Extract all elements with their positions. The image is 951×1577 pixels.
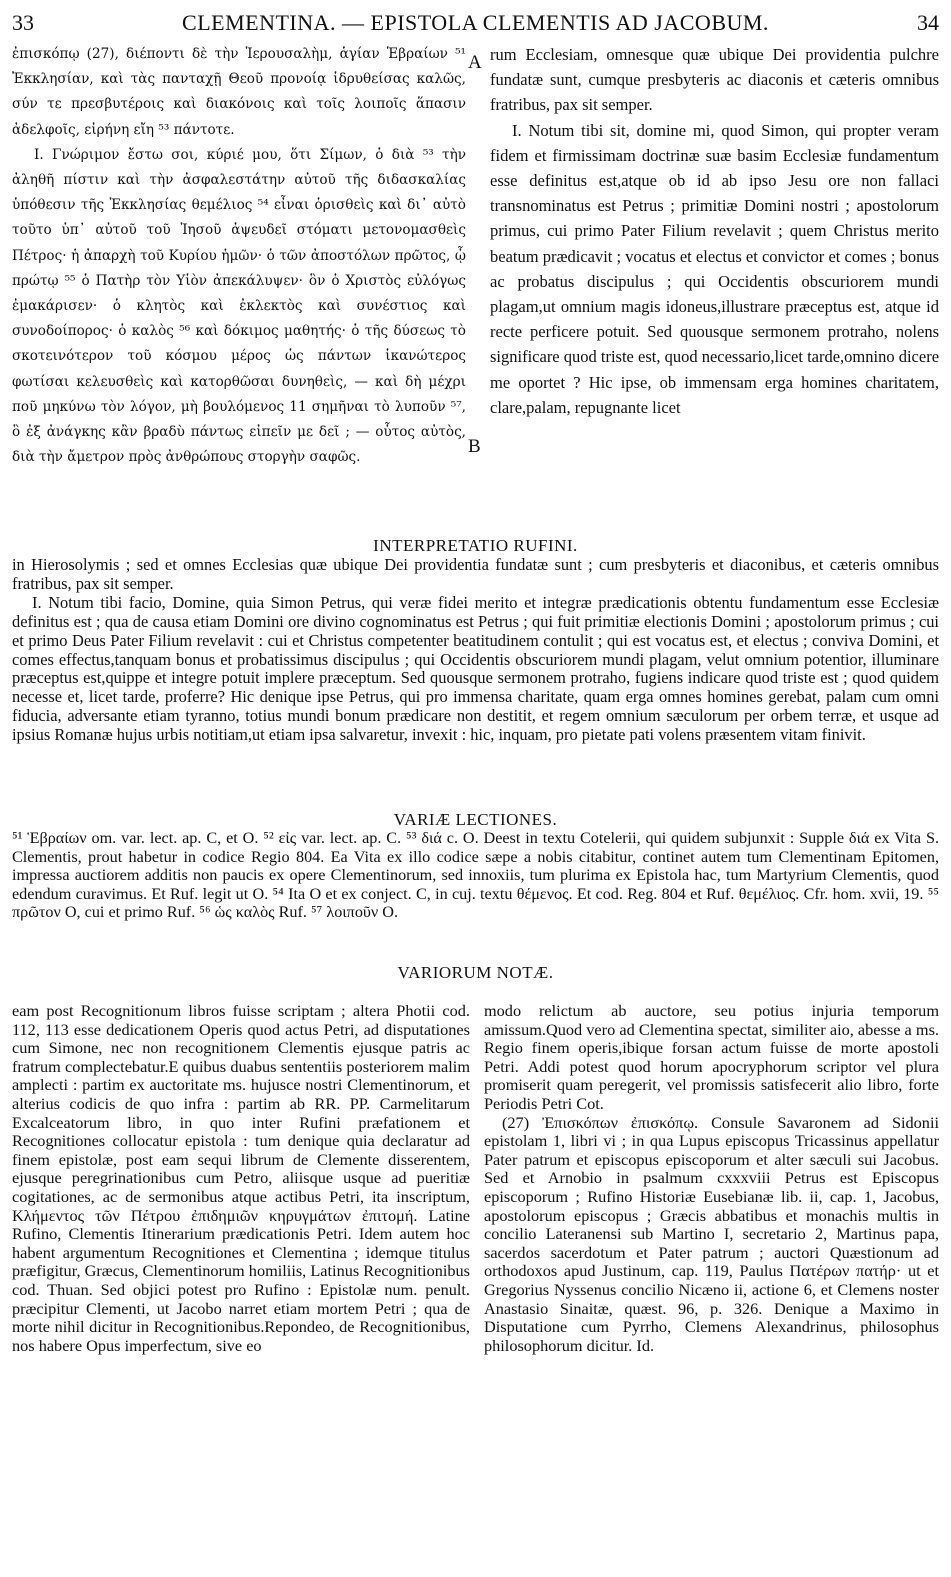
variorum-left-text: eam post Recognitionum libros fuisse scriptam ; altera Photii cod. 112, 113 esse dedicationem Operis quod actus Petri, ad disputationes cum Simone, nec non recognitionem Clementis ejusque patris ac fratrum complectebatur.E quibus duabus sententiis posteriorem malim amplecti : partim ex auctoritate ms. hujusce nostri Clementinorum, et alterius codicis de quo infra : partim ab RR. PP. Carmelitarum Excalceatorum libro, in quo inter Rufini præfationem et Recognitiones collocatur epistola : tum denique quia declaratur ad finem epistolæ, post eam sequi librum de Clemente disserentem, ejusque peregrinationibus cum Petro, aliisque usque ad pueritiæ cogitationes, ac de sermonibus atque actibus Petri, ita inscriptum, Κλήμεντος τῶν Πέτρου ἐπιδημιῶν κηρυγμάτων ἐπιτομή. Latine Rufino, Clementis Itinerarium prædicationis Petri. Idem autem hoc habent argumentum Recognitiones et Clementina ; idemque titulus præfigitur, Græcus, Clementinorum homiliis, Latinus Recognitionibus cod. Thuan. Sed objici potest pro Rufino : Epistolæ num. penult. præcipitur Clementi, ut Jacobo narret etiam mortem Petri ; qua de morte nihil dicitur in Recognitionibus.Repondeo, de Recognitionibus, nos habere Opus imperfectum, sive eo xyxy=(12,1001,470,1355)
greek-column xyxy=(12,42,466,470)
variae-text: ⁵¹ Ἑβραίων om. var. lect. ap. C, et O. ⁵² εἰς var. lect. ap. C. ⁵³ διά c. O. Deest in textu Cotelerii, qui quidem subjunxit : Supple διά ex Vita S. Clementis, prout habetur in codice Regio 804. Ea Vita ex illo codice sæpe a nobis citabitur, continet autem tum Clementinam Epitomen, impressa auctiorem additis non paucis ex opere Clementinorum, sed innoxiis, tum plurima ex Epistola hac, tum Martyrium Clementis, quod edendum curavimus. Et Ruf. legit ut O. ⁵⁴ Ita O et ex conject. C, in cuj. textu θέμενος. Et cod. Reg. 804 et Ruf. θεμέλιος. Cfr. hom. xvii, 19. ⁵⁵ πρῶτον O, cui et primo Ruf. ⁵⁶ ὡς καλὸς Ruf. ⁵⁷ λοιποῦν O. xyxy=(12,829,939,921)
latin-paragraph-1: I. Notum tibi sit, domine mi, quod Simon, qui propter veram fidem et firmissimam doctrinæ suæ basim Ecclesiæ fundamentum esse definitus est,atque ob id ab ipso Jesu ore non fallaci transnominatus est Petrus ; primitiæ Domini nostri ; apostolorum primus, cui primo Pater Filium revelavit ; quem Christus merito beatum prædicavit ; vocatus et electus et convictor et comes ; bonus ac probatus discipulus ; qui Occidentis obscuriorem mundi plagam,ut omnium magis idoneus,illustrare præceptus est, atque id recte perficere potuit. Sed quousque sermonem protraho, nolens significare quod triste est, quod necessario,licet tarde,omnino dicere me oportet ? Hic ipse, ob immensam erga homines charitatem, clare,palam, repugnante licet xyxy=(490,120,940,417)
variorum-left-column xyxy=(12,1002,470,1355)
parallel-text-columns xyxy=(12,42,939,534)
section-marker-a: A xyxy=(468,52,482,73)
page-number-left: 33 xyxy=(12,10,34,35)
variorum-right-paragraph-1: modo relictum ab auctore, seu potius injuria temporum amissum.Quod vero ad Clementina spectat, similiter aio, abesse a ms. Regio finem operis,ibique forsan actum fuisse de morte apostoli Petri. Addi potest quod horum apocryphorum scriptor vel plura promiserit quam peregerit, vel promissis satisfecerit alio libro, forte Periodis Petri Cot. xyxy=(484,1001,939,1113)
variorum-right-column xyxy=(484,1002,939,1355)
variorum-notae-columns xyxy=(12,1002,939,1570)
page-header xyxy=(12,10,939,40)
running-title: CLEMENTINA. — EPISTOLA CLEMENTIS AD JACOBUM. xyxy=(182,10,769,35)
variae-lectiones xyxy=(12,829,939,922)
section-marker-b: B xyxy=(468,436,481,457)
interpretatio-paragraph-1: I. Notum tibi facio, Domine, quia Simon Petrus, qui veræ fidei merito et integræ prædicationis obtentu fundamentum esse Ecclesiæ definitus est ; qua de causa etiam Domini ore divino cognominatus est Petrus ; qui fuit primitiæ electionis Domini ; apostolorum primus ; cui et primo Deus Pater Filium revelavit : cui et Christus competenter beatitudinem contulit ; qui est vocatus est, et electus ; conviva Domini, et comes effectus,tanquam bonus et probatissimus discipulus ; qui Occidentis obscuriorem mundi plagam, velut omnium potentior, illuminare præceptus est,quippe et integre potuit implere præceptum. Sed quousque sermonem protraho, fugiens indicare quod triste est ; quod quidem necesse et, licet tarde, proferre? Hic denique ipse Petrus, qui pro immensa charitate, quam erga omnes homines gerebat, palam cum omni fiducia, adversante etiam tyranno, totius mundi bonum prædicare non destitit, et regem omnium sæculorum per orbem terræ, et usque ad ipsius Romanæ hujus urbis notitiam,ut etiam ipsa salvaretur, invexit : hic, inquam, pro pietate pati volens præsentem vitam finivit. xyxy=(12,592,939,745)
variorum-right-paragraph-2: (27) Ἐπισκόπων ἐπισκόπῳ. Consule Savaronem ad Sidonii epistolam 1, libri vi ; in qua Lupus episcopus Tricassinus appellatur Pater patrum et episcopus episcoporum et alter sæculi sui Jacobus. Sed et Arnobio in psalmum cxxxviii Petrus est Episcopus episcoporum ; Rufino Historiæ Eusebianæ lib. ii, cap. 1, Jacobus, apostolorum episcopus ; Græcis abbatibus et monachis multis in concilio Lateranensi sub Martino I, secretario 2, Martinus papa, sacerdos sacerdotum et Pater patrum ; auctori Quæstionum ad orthodoxos apud Justinum, cap. 119, Paulus Πατέρων πατήρ· ut et Gregorius Nyssenus concilio Nicæno ii, actione 6, et Clemens noster Anastasio Sinaitæ, quæst. 96, p. 326. Denique a Maximo in Disputatione cum Pyrrho, Clemens Alexandrinus, philosophus philosophorum dicitur. Id. xyxy=(484,1112,939,1355)
interpretatio-paragraph-greeting: in Hierosolymis ; sed et omnes Ecclesias quæ ubique Dei providentia fundatæ sunt ; cum presbyteris et diaconibus, et cæteris omnibus fratribus, pax sit semper. xyxy=(12,555,939,593)
greek-paragraph-greeting: ἐπισκόπῳ (27), διέποντι δὲ τὴν Ἱερουσαλὴμ, ἁγίαν Ἑβραίων ⁵¹ Ἐκκλησίαν, καὶ τὰς πανταχῇ Θεοῦ προνοίᾳ ἱδρυθείσας καλῶς, σύν τε πρεσβυτέροις καὶ διακόνοις καὶ τοῖς λοιποῖς ἅπασιν ἀδελφοῖς, εἰρήνη εἴη ⁵³ πάντοτε. xyxy=(12,46,466,138)
interpretatio-text xyxy=(12,556,939,745)
variae-heading: VARIÆ LECTIONES. xyxy=(393,810,558,829)
latin-column xyxy=(490,42,939,420)
interpretatio-heading: INTERPRETATIO RUFINI. xyxy=(373,536,578,555)
greek-paragraph-1: I. Γνώριμον ἔστω σοι, κύριέ μου, ὅτι Σίμων, ὁ διὰ ⁵³ τὴν ἀληθῆ πίστιν καὶ τὴν ἀσφαλεστάτην αὐτοῦ τῆς διδασκαλίας ὑπόθεσιν τῆς Ἐκκλησίας θεμέλιος ⁵⁴ εἶναι ὁρισθεὶς καὶ δι᾽ αὐτὸ τοῦτο ὑπ᾽ αὐτοῦ τοῦ Ἰησοῦ ἀψευδεῖ στόματι μετονομασθεὶς Πέτρος· ἡ ἀπαρχὴ τοῦ Κυρίου ἡμῶν· ὁ τῶν ἀποστόλων πρῶτος, ᾧ πρώτῳ ⁵⁵ ὁ Πατὴρ τὸν Υἱὸν ἀπεκάλυψεν· ὃν ὁ Χριστὸς εὐλόγως ἐμακάρισεν· ὁ κλητὸς καὶ ἐκλεκτὸς καὶ συνέστιος καὶ συνοδοίπορος· ὁ καλὸς ⁵⁶ καὶ δόκιμος μαθητής· ὁ τῆς δύσεως τὸ σκοτεινότερον τοῦ κόσμου μέρος ὡς πάντων ἱκανώτερος φωτίσαι κελευσθεὶς καὶ κατορθῶσαι δυνηθεὶς, — καὶ δὴ μέχρι ποῦ μηκύνω τὸν λόγον, μὴ βουλόμενος 11 σημῆναι τὸ λυποῦν ⁵⁷, ὃ ἐξ ἀνάγκης κἂν βραδὺ πάντως εἰπεῖν με δεῖ ; — οὗτος αὐτὸς, διὰ τὴν ἄμετρον πρὸς ἀνθρώπους στοργὴν σαφῶς. xyxy=(12,146,466,466)
page-number-right: 34 xyxy=(917,10,939,35)
latin-paragraph-greeting: rum Ecclesiam, omnesque quæ ubique Dei providentia pulchre fundatæ sunt, cumque presbyteris ac diaconis et cæteris omnibus fratribus, pax sit semper. xyxy=(490,45,939,115)
variorum-heading: VARIORUM NOTÆ. xyxy=(397,963,554,982)
